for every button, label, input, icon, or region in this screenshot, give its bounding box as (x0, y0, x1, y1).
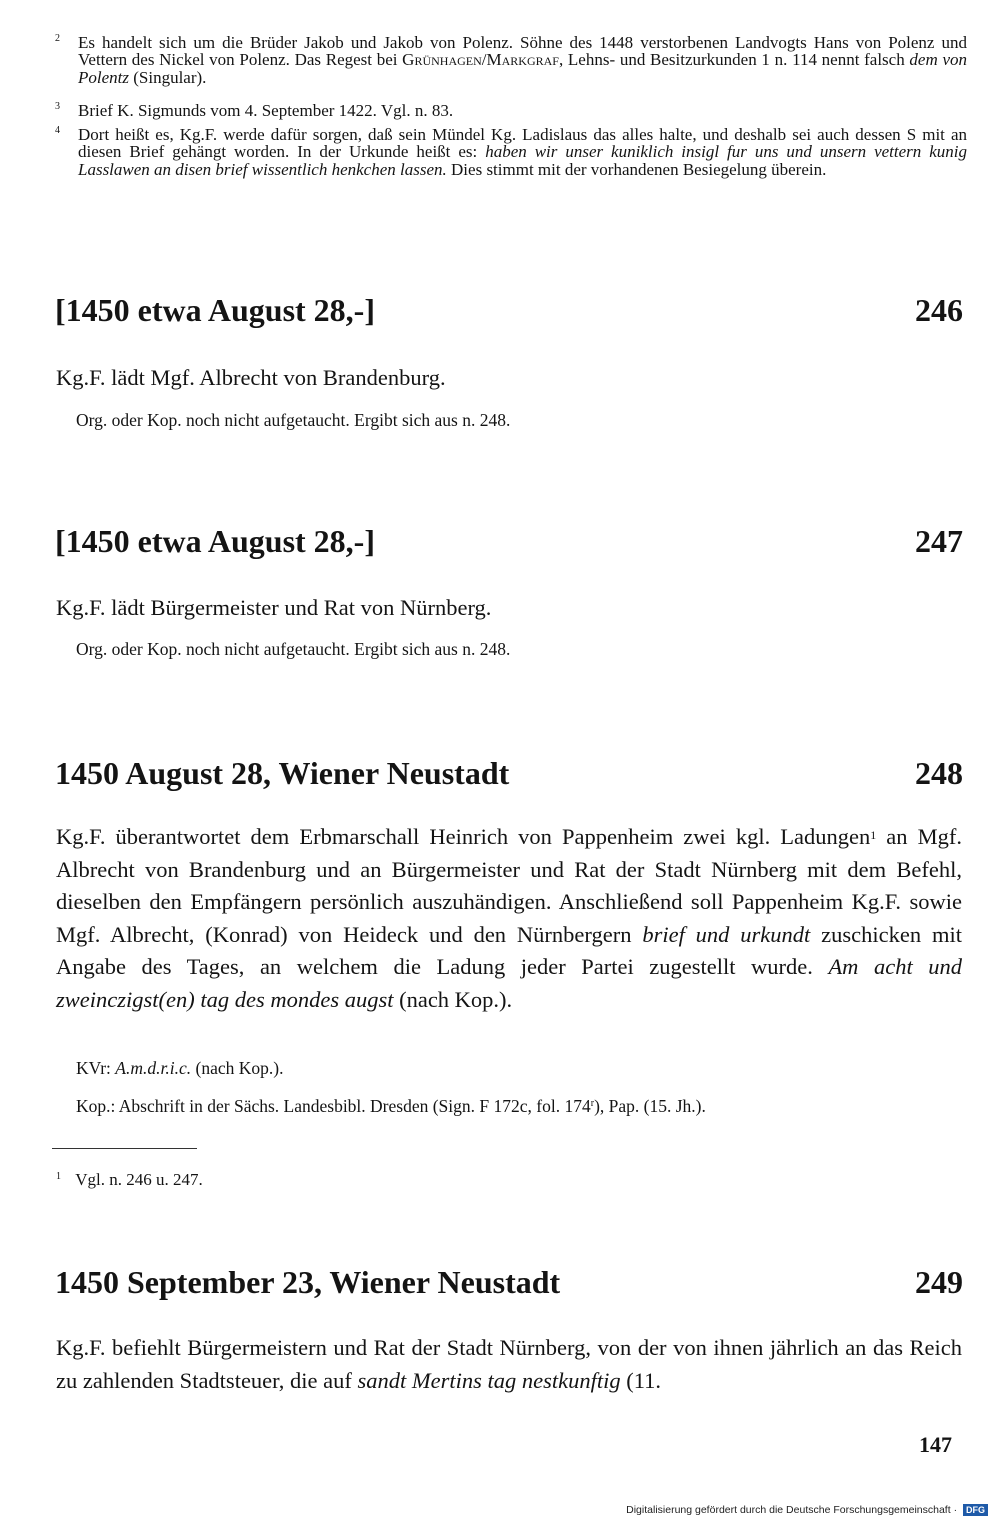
footnote-marker: 3 (55, 101, 60, 112)
regest-text: (nach Kop.). (393, 986, 513, 1012)
quote: brief und urkundt (642, 921, 811, 947)
kvr-label: KVr: (76, 1058, 116, 1078)
entry-note-kvr (76, 1058, 962, 1078)
footnote-ref: 1 (870, 828, 877, 842)
footnote-text: Brief K. Sigmunds vom 4. September 1422. Vgl. n. 83. (78, 101, 454, 120)
entry-number: 247 (915, 523, 963, 559)
quote: Am acht und zweinczigst(en) tag des mondes augst (56, 954, 962, 1012)
text-run: Dies stimmt mit der vorhandenen Besiegelung überein. (446, 159, 827, 179)
entry-regest (56, 362, 962, 395)
quote: haben wir unser kuniklich insigl fur uns und unsern vettern kunig Lasslawen an disen brief wissentlich henkchen lassen. (78, 142, 967, 179)
digitization-credit (626, 1504, 988, 1516)
footnote-marker: 4 (55, 125, 60, 136)
author-name: Grünhagen/Markgraf (402, 50, 559, 70)
credit-text: Digitalisierung gefördert durch die Deutsche Forschungsgemeinschaft (626, 1504, 951, 1516)
regest-text: Kg.F. lädt Mgf. Albrecht von Brandenburg. (56, 365, 446, 390)
quote: dem von Polentz (78, 50, 967, 87)
credit-separator: · (953, 1504, 958, 1516)
text-run: , Lehns- und Besitzurkunden 1 n. 114 nennt falsch (558, 50, 910, 70)
footnote-text: Vgl. n. 246 u. 247. (75, 1170, 203, 1189)
entry-date: [1450 etwa August 28,-] (55, 292, 375, 328)
quote: sandt Mertins tag nestkunftig (357, 1367, 621, 1393)
regest-text: zuschicken mit Angabe des Tages, an welchem die Ladung jeder Partei zugestellt wurde. (56, 921, 962, 980)
regest-text: Kg.F. befiehlt Bürgermeistern und Rat der Stadt Nürnberg, von der von ihnen jährlich an das Reich zu zahlenden Stadtsteuer, die auf (56, 1335, 962, 1393)
footnote-text (55, 34, 967, 86)
regest-text: Kg.F. lädt Bürgermeister und Rat von Nürnberg. (56, 595, 492, 620)
entry-number: 248 (915, 755, 963, 791)
entry-number: 246 (915, 292, 963, 328)
entry-footnote (56, 1170, 203, 1190)
regest-text: (11. (620, 1367, 662, 1393)
footnote-2 (55, 34, 967, 86)
footnote-marker: 1 (56, 1171, 61, 1182)
regest-text: an Mgf. Albrecht von Brandenburg und an Bürgermeister und Rat der Stadt Nürnberg mit dem Befehl, dieselben den Empfängern persönlich auszuhändigen. Anschließend soll Pappenheim Kg.F. sowie Mgf. Albrecht, (Konrad) von Heideck und den Nürnbergern (56, 824, 962, 947)
dfg-logo: DFG (963, 1504, 988, 1516)
entry-regest (56, 821, 962, 1017)
footnote-text (55, 126, 967, 178)
text-run: (Singular). (129, 67, 207, 87)
entry-note: Org. oder Kop. noch nicht aufgetaucht. Ergibt sich aus n. 248. (76, 410, 511, 430)
text-run: Es handelt sich um die Brüder Jakob und Jakob von Polenz. Söhne des 1448 verstorbenen Landvogts Hans von Polenz und Vettern des Nickel von Polenz. Das Regest bei (78, 33, 967, 70)
footnote-4 (55, 126, 967, 178)
entry-date: [1450 etwa August 28,-] (55, 523, 375, 559)
regest-text: Kg.F. überantwortet dem Erbmarschall Heinrich von Pappenheim zwei kgl. Ladungen (56, 824, 871, 849)
kop-tail: ), Pap. (15. Jh.). (594, 1096, 706, 1116)
kvr-value: A.m.d.r.i.c. (115, 1058, 192, 1078)
kop-text: Kop.: Abschrift in der Sächs. Landesbibl. Dresden (Sign. F 172c, fol. 174 (76, 1096, 591, 1116)
entry-date: 1450 August 28, Wiener Neustadt (55, 755, 510, 791)
kvr-rest: (nach Kop.). (191, 1058, 284, 1078)
entry-regest (56, 592, 962, 625)
footnote-marker: 2 (55, 33, 60, 44)
entry-note: Org. oder Kop. noch nicht aufgetaucht. Ergibt sich aus n. 248. (76, 639, 511, 659)
entry-regest (56, 1332, 962, 1397)
page-number: 147 (919, 1432, 952, 1457)
footnote-3 (55, 102, 967, 119)
entry-number: 249 (915, 1264, 963, 1300)
kop-sup: r (590, 1098, 595, 1109)
entry-note-kop (76, 1096, 962, 1116)
footnote-divider (52, 1148, 197, 1149)
text-run: Dort heißt es, Kg.F. werde dafür sorgen, daß sein Mündel Kg. Ladislaus das alles halte, und deshalb sei auch dessen S mit an diesen Brief gehängt worden. In der Urkunde heißt es: (78, 125, 967, 162)
entry-date: 1450 September 23, Wiener Neustadt (55, 1264, 561, 1300)
